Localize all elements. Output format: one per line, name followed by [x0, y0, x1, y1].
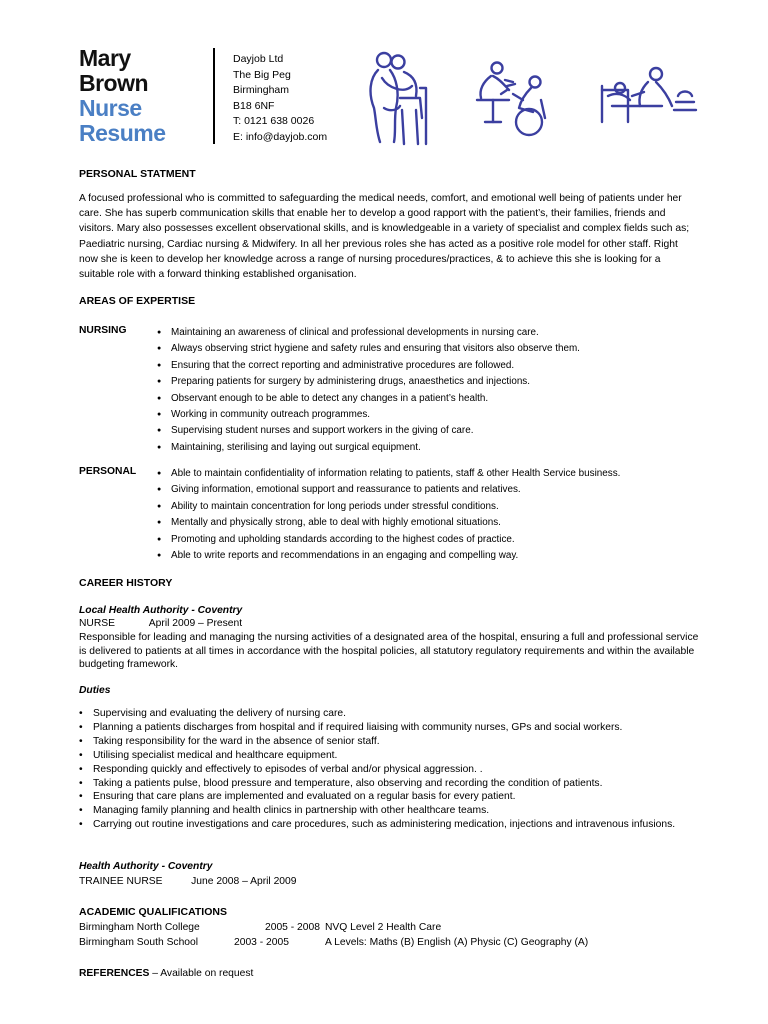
bedridden-patient-icon — [598, 66, 698, 136]
personal-label: PERSONAL — [79, 466, 137, 477]
contact-city: Birmingham — [233, 84, 290, 96]
list-item: ● Maintaining an awareness of clinical and professional developments in nursing care. — [157, 325, 717, 341]
title-word-1: Nurse — [79, 95, 142, 121]
list-item: • Managing family planning and health clinics in partnership with other healthcare teams. — [79, 804, 679, 818]
nursing-skill-list — [157, 325, 717, 456]
list-item: ● Observant enough to be able to detect any changes in a patient’s health. — [157, 391, 717, 407]
duties-heading: Duties — [79, 685, 111, 696]
first-name: Mary — [79, 45, 131, 71]
contact-postcode: B18 6NF — [233, 99, 275, 112]
nursing-label: NURSING — [79, 325, 127, 336]
personal-statement-heading: PERSONAL STATMENT — [79, 168, 196, 180]
title-word-2: Resume — [79, 120, 166, 146]
qualification-years: 2005 - 2008 — [265, 922, 320, 933]
list-item: • Taking responsibility for the ward in the absence of senior staff. — [79, 735, 679, 749]
qualification-years: 2003 - 2005 — [234, 937, 289, 948]
job1-role: NURSE April 2009 – Present — [79, 618, 243, 629]
header-divider — [213, 48, 215, 144]
qualification-row — [79, 922, 699, 937]
list-item: ● Maintaining, sterilising and laying out surgical equipment. — [157, 440, 717, 456]
personal-skill-list — [157, 466, 717, 564]
qualification-title: NVQ Level 2 Health Care — [325, 922, 442, 933]
job1-description: Responsible for leading and managing the nursing activities of a designated area of the hospital, ensuring a full and professional service is delivered to patients at all times in accordance with the hospital policies, all statutory regulatory requirements and within the available budgeting framework. — [79, 632, 699, 671]
personal-statement-text: A focused professional who is committed to safeguarding the medical needs, comfort, and emotional well being of patients under her care. She has superb communication skills that enable her to develop a good rapport with the patient’s, their families, friends and visitors. Mary also possesses excellent observational skills, and is knowledgeable in a variety of specialist and complex fields such as; Paediatric nursing, Cardiac nursing & Midwifery. In all her previous roles she has acted as a positive role model for other staff. Right now she is keen to develop her knowledge across a range of nursing procedures/practices, & to achieve this she is looking for a suitable role with a forward thinking established organisation. — [79, 193, 690, 281]
nursing-illustrations — [360, 48, 705, 148]
qualification-school: Birmingham South School — [79, 937, 199, 948]
list-item: ● Mentally and physically strong, able to deal with highly emotional situations. — [157, 515, 717, 531]
references-text: – Available on request — [149, 968, 254, 979]
list-item: • Planning a patients discharges from hospital and if required liaising with community nurses, GPs and social workers. — [79, 721, 679, 735]
contact-company: Dayjob Ltd — [233, 53, 284, 65]
job1-employer: Local Health Authority - Coventry — [79, 605, 243, 616]
patient-care-icon — [360, 48, 435, 148]
contact-phone: T: 0121 638 0026 — [233, 115, 315, 127]
last-name: Brown — [79, 70, 149, 96]
list-item: ● Promoting and upholding standards according to the highest codes of practice. — [157, 532, 717, 548]
job2-role: TRAINEE NURSE June 2008 – April 2009 — [79, 876, 297, 887]
qualification-row — [79, 937, 699, 952]
list-item: ● Preparing patients for surgery by administering drugs, anaesthetics and injections. — [157, 374, 717, 390]
list-item: ● Able to maintain confidentiality of information relating to patients, staff & other Health Service business. — [157, 466, 717, 482]
list-item: • Utilising specialist medical and healthcare equipment. — [79, 749, 679, 763]
list-item: • Responding quickly and effectively to episodes of verbal and/or physical aggression. . — [79, 763, 679, 777]
bedside-feeding-icon — [475, 60, 555, 140]
list-item: ● Giving information, emotional support and reassurance to patients and relatives. — [157, 482, 717, 498]
list-item: ● Working in community outreach programmes. — [157, 407, 717, 423]
academic-heading: ACADEMIC QUALIFICATIONS — [79, 906, 227, 918]
job2-employer: Health Authority - Coventry — [79, 861, 213, 872]
list-item: • Ensuring that care plans are implemented and evaluated on a regular basis for every patient. — [79, 790, 679, 804]
duties-list — [79, 707, 679, 832]
qualification-school: Birmingham North College — [79, 922, 200, 933]
name-block — [79, 46, 209, 146]
references — [79, 968, 253, 979]
qualification-title: A Levels: Maths (B) English (A) Physic (C) Geography (A) — [325, 937, 589, 948]
career-heading: CAREER HISTORY — [79, 577, 173, 589]
contact-email: E: info@dayjob.com — [233, 130, 328, 143]
list-item: ● Supervising student nurses and support workers in the giving of care. — [157, 423, 717, 439]
contact-address: The Big Peg — [233, 68, 291, 81]
list-item: • Supervising and evaluating the delivery of nursing care. — [79, 707, 679, 721]
references-label: REFERENCES — [79, 968, 150, 979]
list-item: • Taking a patients pulse, blood pressure and temperature, also observing and recording the condition of patients. — [79, 777, 679, 791]
list-item: ● Able to write reports and recommendations in an engaging and compelling way. — [157, 548, 717, 564]
list-item: ● Always observing strict hygiene and safety rules and ensuring that visitors also observe them. — [157, 341, 717, 357]
expertise-heading: AREAS OF EXPERTISE — [79, 295, 196, 307]
list-item: • Carrying out routine investigations and care procedures, such as administering medication, injections and intravenous infusions. — [79, 818, 679, 832]
contact-block — [233, 52, 327, 145]
list-item: ● Ability to maintain concentration for long periods under stressful conditions. — [157, 499, 717, 515]
list-item: ● Ensuring that the correct reporting and administrative procedures are followed. — [157, 358, 717, 374]
